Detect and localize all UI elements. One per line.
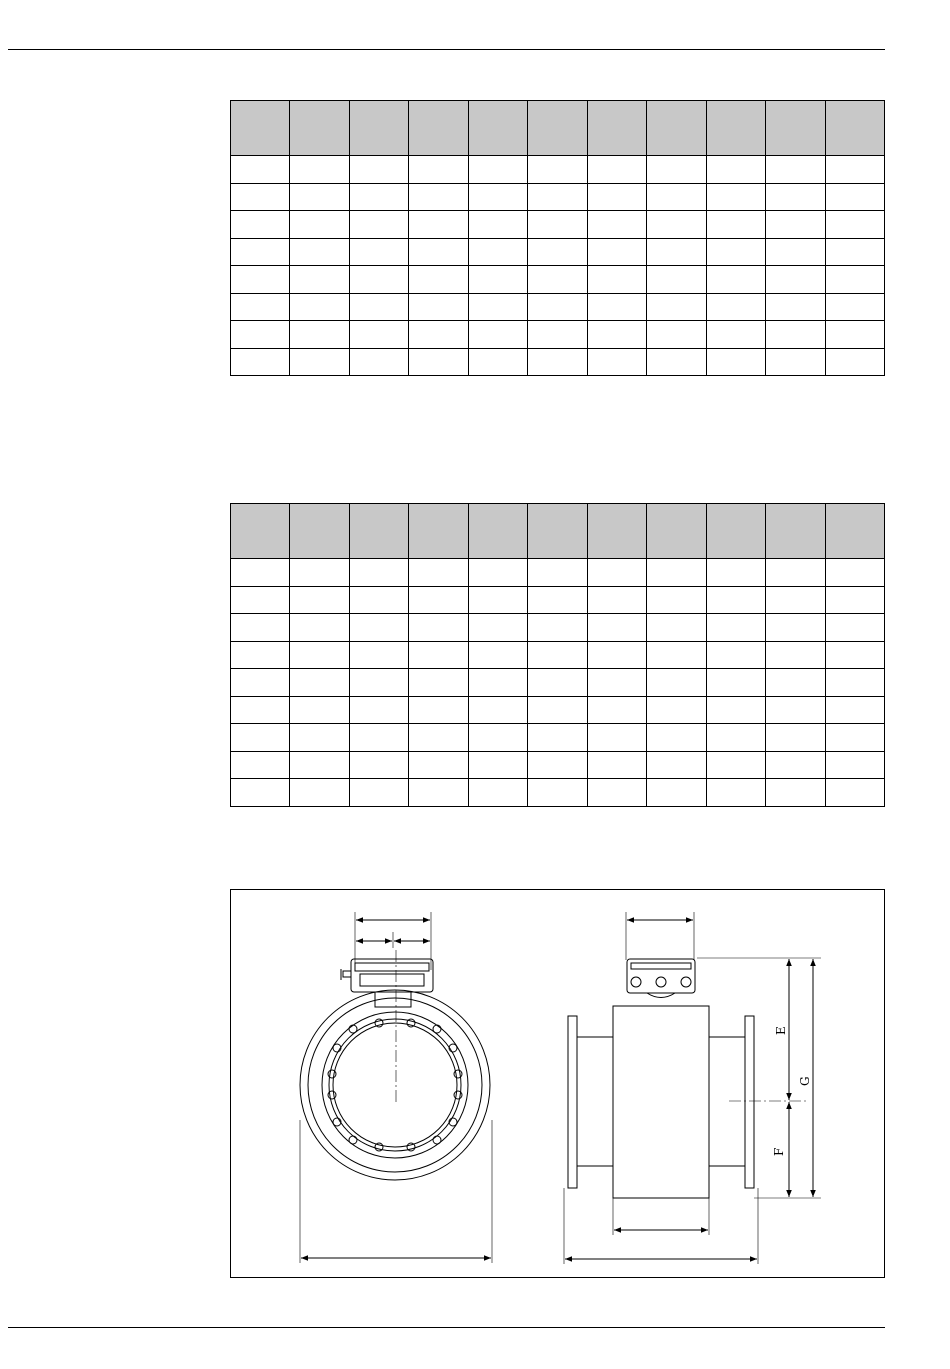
table-cell xyxy=(766,238,825,266)
table-cell xyxy=(825,348,884,376)
table-cell xyxy=(706,321,765,349)
table-cell xyxy=(766,348,825,376)
header-cell xyxy=(231,504,290,559)
table-cell xyxy=(349,211,408,239)
table-row xyxy=(231,669,885,697)
transmitter-housing-side xyxy=(627,959,695,993)
table-cell xyxy=(231,156,290,184)
table-cell xyxy=(528,751,587,779)
table-cell xyxy=(290,156,349,184)
table-body xyxy=(231,559,885,807)
table-cell xyxy=(468,266,527,294)
table-cell xyxy=(231,779,290,807)
table-cell xyxy=(825,238,884,266)
table-row xyxy=(231,348,885,376)
header-cell xyxy=(528,101,587,156)
table-cell xyxy=(231,586,290,614)
table-cell xyxy=(825,669,884,697)
table-cell xyxy=(528,779,587,807)
table-cell xyxy=(290,779,349,807)
table-cell xyxy=(349,669,408,697)
table-cell xyxy=(290,586,349,614)
table-cell xyxy=(706,669,765,697)
table-cell xyxy=(231,183,290,211)
header-cell xyxy=(409,504,468,559)
table-cell xyxy=(528,348,587,376)
table-cell xyxy=(587,348,646,376)
table-cell xyxy=(468,751,527,779)
table-cell xyxy=(349,779,408,807)
table-cell xyxy=(468,321,527,349)
table-cell xyxy=(587,293,646,321)
sensor-body xyxy=(613,1006,709,1198)
table-cell xyxy=(825,559,884,587)
table-cell xyxy=(825,266,884,294)
table-cell xyxy=(468,211,527,239)
table-cell xyxy=(409,751,468,779)
table-cell xyxy=(647,724,706,752)
header-cell xyxy=(349,504,408,559)
header-cell xyxy=(349,101,408,156)
table-cell xyxy=(587,641,646,669)
table-cell xyxy=(290,211,349,239)
table-cell xyxy=(766,559,825,587)
table-cell xyxy=(349,348,408,376)
table-cell xyxy=(647,586,706,614)
table-header xyxy=(231,504,885,559)
dimensions-table-1 xyxy=(230,100,885,376)
table-cell xyxy=(349,559,408,587)
table-cell xyxy=(706,641,765,669)
table-cell xyxy=(766,696,825,724)
table-row xyxy=(231,696,885,724)
table-cell xyxy=(468,156,527,184)
header-cell xyxy=(766,504,825,559)
pipe-bore xyxy=(329,1019,461,1151)
table-cell xyxy=(290,696,349,724)
dim-label-e: E xyxy=(774,1026,788,1035)
table-cell xyxy=(766,293,825,321)
table-cell xyxy=(647,348,706,376)
table-cell xyxy=(766,724,825,752)
table-cell xyxy=(587,751,646,779)
table-cell xyxy=(231,696,290,724)
table-row xyxy=(231,614,885,642)
table-row xyxy=(231,321,885,349)
table-cell xyxy=(409,669,468,697)
table-cell xyxy=(766,641,825,669)
table-cell xyxy=(468,641,527,669)
table-cell xyxy=(647,696,706,724)
header-cell xyxy=(647,504,706,559)
table-row xyxy=(231,559,885,587)
table-cell xyxy=(825,293,884,321)
table-cell xyxy=(349,696,408,724)
header-cell xyxy=(587,504,646,559)
table-cell xyxy=(349,156,408,184)
table-cell xyxy=(409,724,468,752)
dimensions-table-2 xyxy=(230,503,885,807)
table-cell xyxy=(409,211,468,239)
table-cell xyxy=(468,779,527,807)
table-cell xyxy=(468,724,527,752)
table-cell xyxy=(706,559,765,587)
table-cell xyxy=(468,614,527,642)
table-cell xyxy=(766,669,825,697)
table-cell xyxy=(409,183,468,211)
table-cell xyxy=(409,559,468,587)
table-cell xyxy=(706,183,765,211)
table-cell xyxy=(231,559,290,587)
table-cell xyxy=(290,348,349,376)
table-cell xyxy=(231,321,290,349)
table-row xyxy=(231,779,885,807)
table-cell xyxy=(231,614,290,642)
table-cell xyxy=(409,614,468,642)
table-cell xyxy=(528,293,587,321)
table-cell xyxy=(468,238,527,266)
table-cell xyxy=(349,724,408,752)
table-cell xyxy=(706,724,765,752)
table-cell xyxy=(766,321,825,349)
table-cell xyxy=(231,266,290,294)
dim-label-f: F xyxy=(772,1147,786,1156)
table-cell xyxy=(528,266,587,294)
table-cell xyxy=(766,779,825,807)
table-cell xyxy=(231,293,290,321)
table-cell xyxy=(706,348,765,376)
table-row xyxy=(231,641,885,669)
table-cell xyxy=(290,669,349,697)
table-header xyxy=(231,101,885,156)
header-cell xyxy=(825,101,884,156)
table-cell xyxy=(766,586,825,614)
table-cell xyxy=(290,641,349,669)
table-cell xyxy=(409,641,468,669)
flange-right xyxy=(745,1016,754,1188)
table-cell xyxy=(587,238,646,266)
header-row xyxy=(231,101,885,156)
table-cell xyxy=(647,614,706,642)
table-cell xyxy=(290,751,349,779)
table-cell xyxy=(647,321,706,349)
table-cell xyxy=(528,669,587,697)
table-cell xyxy=(528,614,587,642)
table-cell xyxy=(587,614,646,642)
table-cell xyxy=(647,559,706,587)
table-row xyxy=(231,751,885,779)
table-cell xyxy=(825,641,884,669)
table-cell xyxy=(647,779,706,807)
table-cell xyxy=(706,211,765,239)
table-body xyxy=(231,156,885,376)
table-cell xyxy=(468,696,527,724)
header-cell xyxy=(409,101,468,156)
table-cell xyxy=(528,696,587,724)
table-cell xyxy=(409,293,468,321)
table-cell xyxy=(528,238,587,266)
table-cell xyxy=(409,696,468,724)
table-cell xyxy=(468,183,527,211)
table-cell xyxy=(706,696,765,724)
table-cell xyxy=(290,293,349,321)
table-cell xyxy=(349,238,408,266)
table-cell xyxy=(825,586,884,614)
table-cell xyxy=(468,559,527,587)
table-cell xyxy=(587,211,646,239)
table-cell xyxy=(825,614,884,642)
table-cell xyxy=(647,183,706,211)
cable-gland xyxy=(343,971,351,977)
table-cell xyxy=(647,641,706,669)
table-cell xyxy=(349,321,408,349)
table-cell xyxy=(706,779,765,807)
table-cell xyxy=(706,586,765,614)
table-cell xyxy=(231,669,290,697)
table-cell xyxy=(290,183,349,211)
transmitter-housing xyxy=(351,959,433,992)
table-cell xyxy=(528,586,587,614)
table-cell xyxy=(706,751,765,779)
table-cell xyxy=(587,669,646,697)
table-cell xyxy=(290,559,349,587)
table-cell xyxy=(766,156,825,184)
table-cell xyxy=(825,779,884,807)
table-cell xyxy=(409,266,468,294)
table-row xyxy=(231,156,885,184)
header-cell xyxy=(825,504,884,559)
table-cell xyxy=(528,183,587,211)
table-cell xyxy=(231,348,290,376)
header-rule xyxy=(8,49,885,50)
table-cell xyxy=(647,211,706,239)
table-cell xyxy=(706,156,765,184)
table-cell xyxy=(825,696,884,724)
table-cell xyxy=(290,238,349,266)
front-view xyxy=(300,912,492,1263)
header-cell xyxy=(587,101,646,156)
table-cell xyxy=(409,586,468,614)
table-cell xyxy=(825,183,884,211)
table-cell xyxy=(468,348,527,376)
table-cell xyxy=(706,238,765,266)
table-cell xyxy=(587,156,646,184)
table-cell xyxy=(706,293,765,321)
table-cell xyxy=(290,614,349,642)
table-cell xyxy=(349,751,408,779)
table-cell xyxy=(409,348,468,376)
table-cell xyxy=(825,724,884,752)
table-cell xyxy=(349,183,408,211)
table-cell xyxy=(231,751,290,779)
table-cell xyxy=(290,266,349,294)
header-cell xyxy=(766,101,825,156)
table-cell xyxy=(647,751,706,779)
table-row xyxy=(231,183,885,211)
table-cell xyxy=(587,559,646,587)
table-cell xyxy=(587,779,646,807)
table-cell xyxy=(647,156,706,184)
table-row xyxy=(231,266,885,294)
side-view xyxy=(564,912,821,1264)
table-cell xyxy=(647,669,706,697)
footer-rule xyxy=(8,1327,885,1328)
table-cell xyxy=(587,586,646,614)
table-cell xyxy=(528,559,587,587)
table-cell xyxy=(825,211,884,239)
table-cell xyxy=(290,724,349,752)
header-cell xyxy=(290,504,349,559)
header-row xyxy=(231,504,885,559)
table-cell xyxy=(587,183,646,211)
table-cell xyxy=(468,669,527,697)
table-cell xyxy=(409,779,468,807)
table-cell xyxy=(766,183,825,211)
header-cell xyxy=(706,101,765,156)
table-row xyxy=(231,586,885,614)
table-cell xyxy=(349,293,408,321)
table-cell xyxy=(349,586,408,614)
table-cell xyxy=(231,641,290,669)
dim-label-g: G xyxy=(798,1076,812,1086)
table-cell xyxy=(587,321,646,349)
table-cell xyxy=(528,211,587,239)
header-cell xyxy=(647,101,706,156)
table-cell xyxy=(766,211,825,239)
header-cell xyxy=(290,101,349,156)
header-cell xyxy=(231,101,290,156)
header-cell xyxy=(528,504,587,559)
table-row xyxy=(231,238,885,266)
table-cell xyxy=(231,238,290,266)
table-cell xyxy=(468,293,527,321)
table-cell xyxy=(587,724,646,752)
table-cell xyxy=(587,266,646,294)
flowmeter-drawing-svg xyxy=(231,890,886,1279)
table-cell xyxy=(349,266,408,294)
table-cell xyxy=(706,614,765,642)
table-cell xyxy=(587,696,646,724)
table-cell xyxy=(231,211,290,239)
table-cell xyxy=(528,321,587,349)
table-cell xyxy=(528,724,587,752)
table-cell xyxy=(528,641,587,669)
flange-left xyxy=(568,1016,577,1188)
header-cell xyxy=(706,504,765,559)
table-cell xyxy=(766,614,825,642)
table-cell xyxy=(766,751,825,779)
table-cell xyxy=(825,321,884,349)
table-cell xyxy=(290,321,349,349)
header-cell xyxy=(468,504,527,559)
table-cell xyxy=(468,586,527,614)
table-cell xyxy=(706,266,765,294)
table-cell xyxy=(349,641,408,669)
table-cell xyxy=(409,321,468,349)
table-cell xyxy=(349,614,408,642)
table-cell xyxy=(647,293,706,321)
table-row xyxy=(231,724,885,752)
header-cell xyxy=(468,101,527,156)
table-cell xyxy=(647,238,706,266)
table-cell xyxy=(766,266,825,294)
table-row xyxy=(231,293,885,321)
table-cell xyxy=(528,156,587,184)
table-cell xyxy=(231,724,290,752)
table-cell xyxy=(409,238,468,266)
table-cell xyxy=(825,751,884,779)
table-cell xyxy=(647,266,706,294)
table-cell xyxy=(825,156,884,184)
table-row xyxy=(231,211,885,239)
dimension-drawing xyxy=(230,889,885,1278)
table-cell xyxy=(409,156,468,184)
